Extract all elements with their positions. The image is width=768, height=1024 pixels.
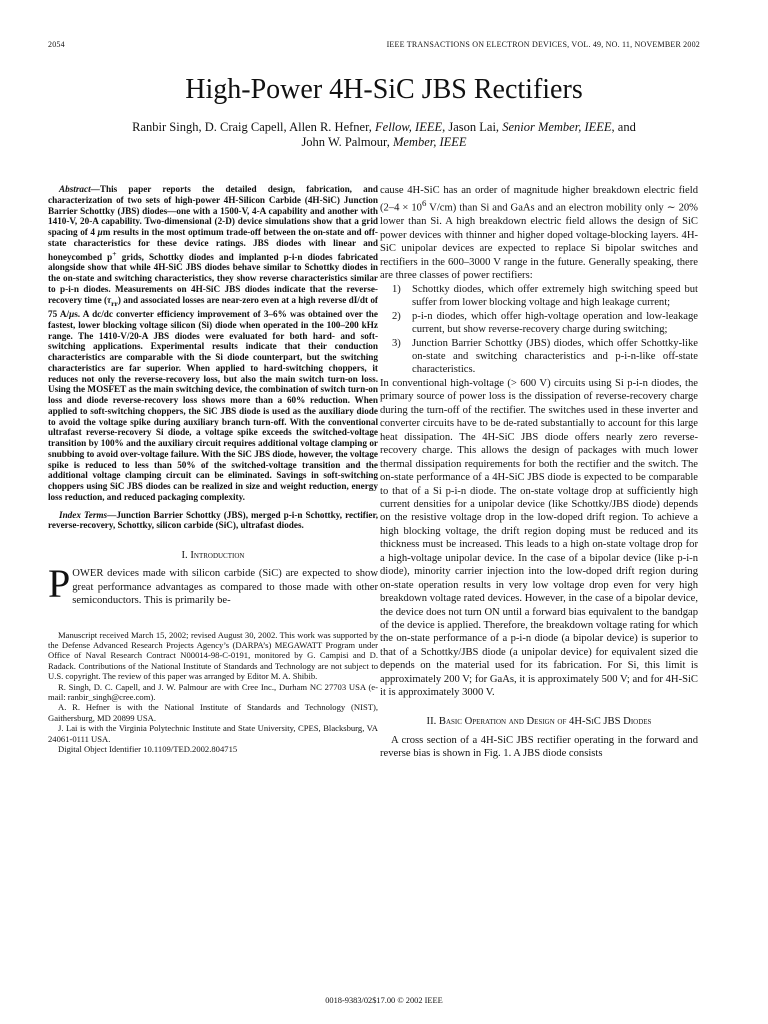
mu-symbol: μ bbox=[69, 309, 75, 320]
tau-symbol: τ bbox=[107, 294, 112, 305]
body-text: V/cm) than Si and GaAs and an electron mobility only bbox=[426, 202, 667, 214]
drop-cap: P bbox=[48, 561, 71, 607]
authors-part: Ranbir Singh, D. Craig Capell, Allen R. Hefner, bbox=[132, 120, 376, 134]
paper-title: High-Power 4H-SiC JBS Rectifiers bbox=[185, 74, 583, 105]
abstract-text: m results in the most optimum trade-off between the on-state and off-state characteristics for these device ratings. JBS diodes with linear and honeycombed p bbox=[48, 227, 378, 262]
footnote: Digital Object Identifier 10.1109/TED.2002.804715 bbox=[58, 743, 238, 754]
intro-text: OWER devices made with silicon carbide (SiC) are expected to show great performance advantages as compared to those made with other semiconductors. This is primarily be- bbox=[72, 568, 378, 607]
section-title: Introduction bbox=[190, 550, 245, 562]
times-symbol: × bbox=[399, 202, 412, 214]
subscript: rr bbox=[111, 298, 118, 308]
rectifier-class-list bbox=[380, 283, 698, 377]
list-item bbox=[392, 310, 698, 337]
list-item bbox=[392, 283, 698, 310]
list-number: 1) bbox=[392, 283, 401, 295]
section-number: I. bbox=[181, 550, 191, 562]
list-number: 2) bbox=[392, 310, 401, 322]
mu-symbol: μ bbox=[97, 227, 103, 237]
copyright-footer: 0018-9383/02$17.00 © 2002 IEEE bbox=[325, 996, 443, 1005]
section-heading bbox=[380, 716, 698, 727]
author-affil: Fellow, IEEE bbox=[375, 120, 443, 134]
section-heading bbox=[48, 550, 378, 561]
abstract bbox=[48, 184, 378, 503]
exponent: 6 bbox=[421, 198, 427, 209]
abstract-text: —This paper reports the detailed design, fabrication, and characterization of two sets of high-power 4H-Silicon Carbide (4H-SiC) Junction Barrier Schottky (JBS) diodes—one with a 1500-V, 4-A capability and another with 1410-V, 20-A capability. Two-dimensional (2-D) device simulations show that a grid spacing of 4 bbox=[48, 184, 378, 237]
section-title: Basic Operation and Design of 4H-SiC JBS Diodes bbox=[438, 715, 652, 727]
body-paragraph bbox=[380, 184, 698, 283]
journal-header: IEEE TRANSACTIONS ON ELECTRON DEVICES, VOL. 49, NO. 11, NOVEMBER 2002 bbox=[386, 40, 700, 49]
body-paragraph: A cross section of a 4H-SiC JBS rectifier operating in the forward and reverse bias is shown in Fig. 1. A JBS diode consists bbox=[380, 734, 698, 760]
authors-part: John W. Palmour, bbox=[301, 135, 393, 149]
footnote: J. Lai is with the Virginia Polytechnic Institute and State University, CPES, Blacksburg, VA 24061-0111 USA. bbox=[48, 723, 378, 744]
author-list bbox=[60, 120, 708, 150]
section-number: II. bbox=[426, 715, 439, 727]
index-terms bbox=[48, 510, 378, 532]
footnote: A. R. Hefner is with the National Institute of Standards and Technology (NIST), Gaithersburg, MD 20899 USA. bbox=[48, 702, 378, 723]
footnote: Manuscript received March 15, 2002; revised August 30, 2002. This work was supported by the Defense Advanced Research Projects Agency’s (DARPA’s) MEGAWATT Program under Office of Naval Research Contract N00014-98-C-0191, monitored by G. Campisi and D. Radack. Contributions of the National Institute of Standards and Technology are not subject to U.S. copyright. The review of this paper was arranged by Editor M. A. Shibib. bbox=[48, 629, 378, 682]
intro-paragraph bbox=[48, 561, 378, 607]
body-text: 10 bbox=[411, 202, 422, 214]
list-text: Junction Barrier Schottky (JBS) diodes, which offer Schottky-like on-state and switching characteristics and p-i-n-like off-state characteristics. bbox=[412, 337, 698, 376]
index-terms-label: Index Terms bbox=[59, 509, 108, 520]
authors-part: , and bbox=[611, 120, 636, 134]
list-text: p-i-n diodes, which offer high-voltage operation and low-leakage current, but show reverse-recovery charge during switching; bbox=[412, 310, 698, 336]
right-column bbox=[380, 184, 698, 761]
authors-part: , Jason Lai, bbox=[442, 120, 503, 134]
author-affil: Senior Member, IEEE bbox=[502, 120, 612, 134]
left-column bbox=[48, 184, 378, 754]
list-text: Schottky diodes, which offer extremely high switching speed but suffer from lower blocking voltage and high leakage current; bbox=[412, 283, 698, 309]
list-number: 3) bbox=[392, 337, 401, 349]
body-text: cause 4H-SiC has an order of magnitude higher breakdown electric field (2–4 bbox=[380, 185, 698, 214]
body-text: 20% lower than Si. A high breakdown electric field allows the design of SiC power devices with thinner and higher doped voltage-blocking layers. 4H-SiC unipolar devices are expected to replace Si bipolar switches and rectifiers in the 600–3000 V range in the future. Generally speaking, there are three classes of power rectifiers: bbox=[380, 202, 698, 282]
index-terms-text: —Junction Barrier Schottky (JBS), merged p-i-n Schottky, rectifier, reverse-recovery, Schottky, silicon carbide (SiC), ultrafast diodes. bbox=[48, 509, 378, 531]
superscript: + bbox=[112, 248, 117, 258]
author-affil: Member, IEEE bbox=[392, 135, 467, 149]
list-item bbox=[392, 337, 698, 377]
abstract-text: ) and associated losses are near-zero even at a high reverse dI/dt of 75 A/ bbox=[48, 294, 378, 320]
page-number: 2054 bbox=[48, 40, 65, 49]
sim-symbol: ∼ bbox=[666, 202, 679, 214]
footnotes bbox=[48, 630, 378, 755]
abstract-text: grids, Schottky diodes and implanted p-i-n diodes fabricated alongside show that while 4H-SiC JBS diodes behave similar to Schottky diodes in the on-state and switching characteristics, they show reverse characteristics similar to p-i-n diodes. Measurements on 4H-SiC JBS diodes indicate that the reverse-recovery time ( bbox=[48, 251, 379, 305]
abstract-text: s. A dc/dc converter efficiency improvement of 3–6% was obtained over the fastest, lower blocking voltage silicon (Si) diode when operated in the 100–200 kHz range. The 1410-V/20-A JBS diodes were evaluated for both hard- and soft-switching applications. Experimental results indicate that their conduction characteristics are comparable with the Si diode counterpart, but the switching characteristics are far superior. When applied to hard-switching choppers, it reduces not only the reverse-recovery loss, but also the main switch turn-on loss. Using the MOSFET as the main switching device, the combination of switch turn-on loss and diode reverse-recovery loss shows more than a 60% reduction. When applied to soft-switching choppers, the SiC JBS diode is used as the auxiliary diode to avoid the voltage spike during auxiliary branch turn-off. With the conventional ultrafast reverse-recovery Si diode, a voltage spike exceeds the switched-voltage transition by 100% and the auxiliary circuit requires additional voltage clamping or snubbing to avoid over-voltage failure. With the SiC JBS diode, however, the voltage spike is reduced to less than 50% of the switched-voltage transition and the additional voltage clamping circuit can be eliminated. Savings in soft-switching choppers using SiC JBS diodes can be realized in size and weight reduction, energy loss reduction, and reduced packaging complexity. bbox=[48, 309, 378, 502]
abstract-label: Abstract bbox=[59, 184, 91, 194]
body-paragraph: In conventional high-voltage (> 600 V) circuits using Si p-i-n diodes, the primary source of power loss is the dissipation of reverse-recovery charge during the turn-off of the rectifier. The switches used in these inverter and converter circuits have to be de-rated substantially to account for this large heat dissipation. The 4H-SiC JBS diode offers nearly zero reverse-recovery charge. This allows the design of packages with much lower thermal dissipation requirements for both the rectifier and the switch. The on-state performance of a 4H-SiC JBS diode is expected to be comparable to that of a Si p-i-n diode. The on-state voltage drop at sufficiently high current densities for a unipolar device (like Schottky/JBS diode) depends on the resistive voltage drop in the low-doped drift region. To achieve a high blocking voltage, the drift region doping must be reduced and its thickness must be increased. This leads to a high on-state voltage drop for a high-voltage unipolar device. In the case of a bipolar device (like p-i-n diode), minority carrier injection into the low-doped drift region during on-state operation results in very low voltage drop even for very high breakdown voltage rated devices. However, in the case of a bipolar device, the device does not turn ON until a forward bias equivalent to the bandgap of the device is applied. Therefore, the breakdown voltage rating for which the on-state performance of a p-i-n diode (a bipolar device) is superior to that of a Schottky/JBS diode (a unipolar device) for equivalent sized die depends on the material used for its fabrication. For Si, this limit is approximately 200 V; for GaAs, it is approximately 500 V; and for 4H-SiC it is approximately 3000 V. bbox=[380, 377, 698, 699]
footnote: R. Singh, D. C. Capell, and J. W. Palmour are with Cree Inc., Durham NC 27703 USA (e-mail: ranbir_singh@cree.com). bbox=[48, 681, 378, 702]
